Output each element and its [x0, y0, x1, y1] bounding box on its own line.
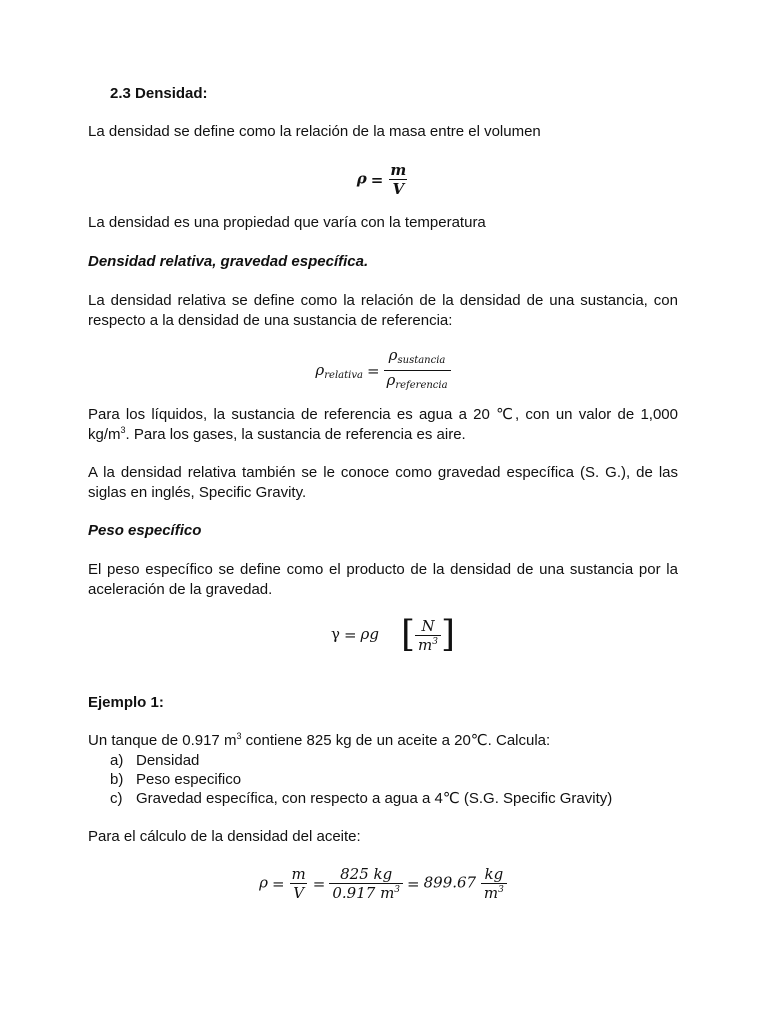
sw-unit-denominator: $m^3$: [415, 635, 441, 653]
example-task-list: [88, 751, 678, 808]
calc-eq3: =: [407, 874, 420, 893]
calc-result: 899.67: [423, 873, 477, 892]
list-item: b) Peso especifico: [110, 771, 242, 788]
calc-frac-unit: $\frac{kg}{m^3}$: [481, 866, 507, 901]
rel-denominator: $\rho_{referencia}$: [384, 370, 451, 394]
example-heading: Ejemplo 1:: [88, 694, 164, 711]
sw-unit-numerator: N: [421, 616, 435, 635]
sw-equals: =: [343, 626, 357, 644]
rel-equals: =: [366, 361, 380, 380]
section-heading: 2.3 Densidad:: [110, 85, 208, 102]
list-item: a) Densidad: [110, 752, 200, 769]
formula-equals: =: [370, 170, 384, 189]
calc-rho: ρ: [259, 873, 268, 892]
sw-gamma: γ: [331, 625, 340, 643]
formula-fraction: [387, 162, 409, 197]
specific-gravity-note: A la densidad relativa también se le conoce como gravedad específica (S. G.), de las siglas en inglés, Specific Gravity.: [88, 464, 678, 501]
formula-denominator: V: [389, 179, 407, 197]
calc-frac-mv: $\frac{m}{V}$: [291, 865, 306, 902]
sw-rhs: ρg: [360, 625, 379, 643]
calc-intro: Para el cálculo de la densidad del aceite:: [88, 828, 361, 845]
sw-unit-bracket: [ $\frac{N}{m^3}$ ]: [400, 614, 456, 655]
density-definition: La densidad se define como la relación de la masa entre el volumen: [88, 123, 541, 140]
relative-density-heading: Densidad relativa, gravedad específica.: [88, 253, 369, 270]
temperature-note: La densidad es una propiedad que varía con la temperatura: [88, 214, 486, 231]
specific-weight-definition: El peso específico se define como el producto de la densidad de una sustancia por la aceleración de la gravedad.: [88, 561, 678, 598]
density-formula: [88, 162, 678, 197]
formula-numerator: m: [390, 161, 407, 179]
rel-numerator: $\rho_{sustancia}$: [388, 346, 446, 366]
list-item: c) Gravedad específica, con respecto a agua a 4℃ (S.G. Specific Gravity): [110, 790, 613, 807]
relative-density-formula: [88, 347, 678, 394]
specific-weight-heading: Peso específico: [88, 522, 202, 539]
calc-eq1: =: [271, 874, 285, 893]
rel-lhs: $\rho_{relativa}$: [315, 360, 363, 381]
relative-density-definition: La densidad relativa se define como la relación de la densidad de una sustancia, con respecto a la densidad de una sustancia de referencia:: [88, 292, 678, 329]
liquids-reference-text: Para los líquidos, la sustancia de referencia es agua a 20 ℃, con un valor de 1,000 $kg/m^3$. Para los gases, la sustancia de referencia es aire.: [88, 406, 678, 443]
rel-fraction: [384, 347, 451, 394]
formula-rho: ρ: [356, 169, 367, 188]
density-calculation: [88, 866, 678, 901]
example-statement: Un tanque de 0.917 $m^3$ contiene 825 kg de un aceite a 20℃. Calcula:: [88, 731, 551, 749]
calc-frac-values: $\frac{825 kg}{0.917 m^3}$: [329, 866, 403, 901]
calc-eq2: =: [312, 874, 326, 893]
specific-weight-formula: [88, 614, 678, 655]
